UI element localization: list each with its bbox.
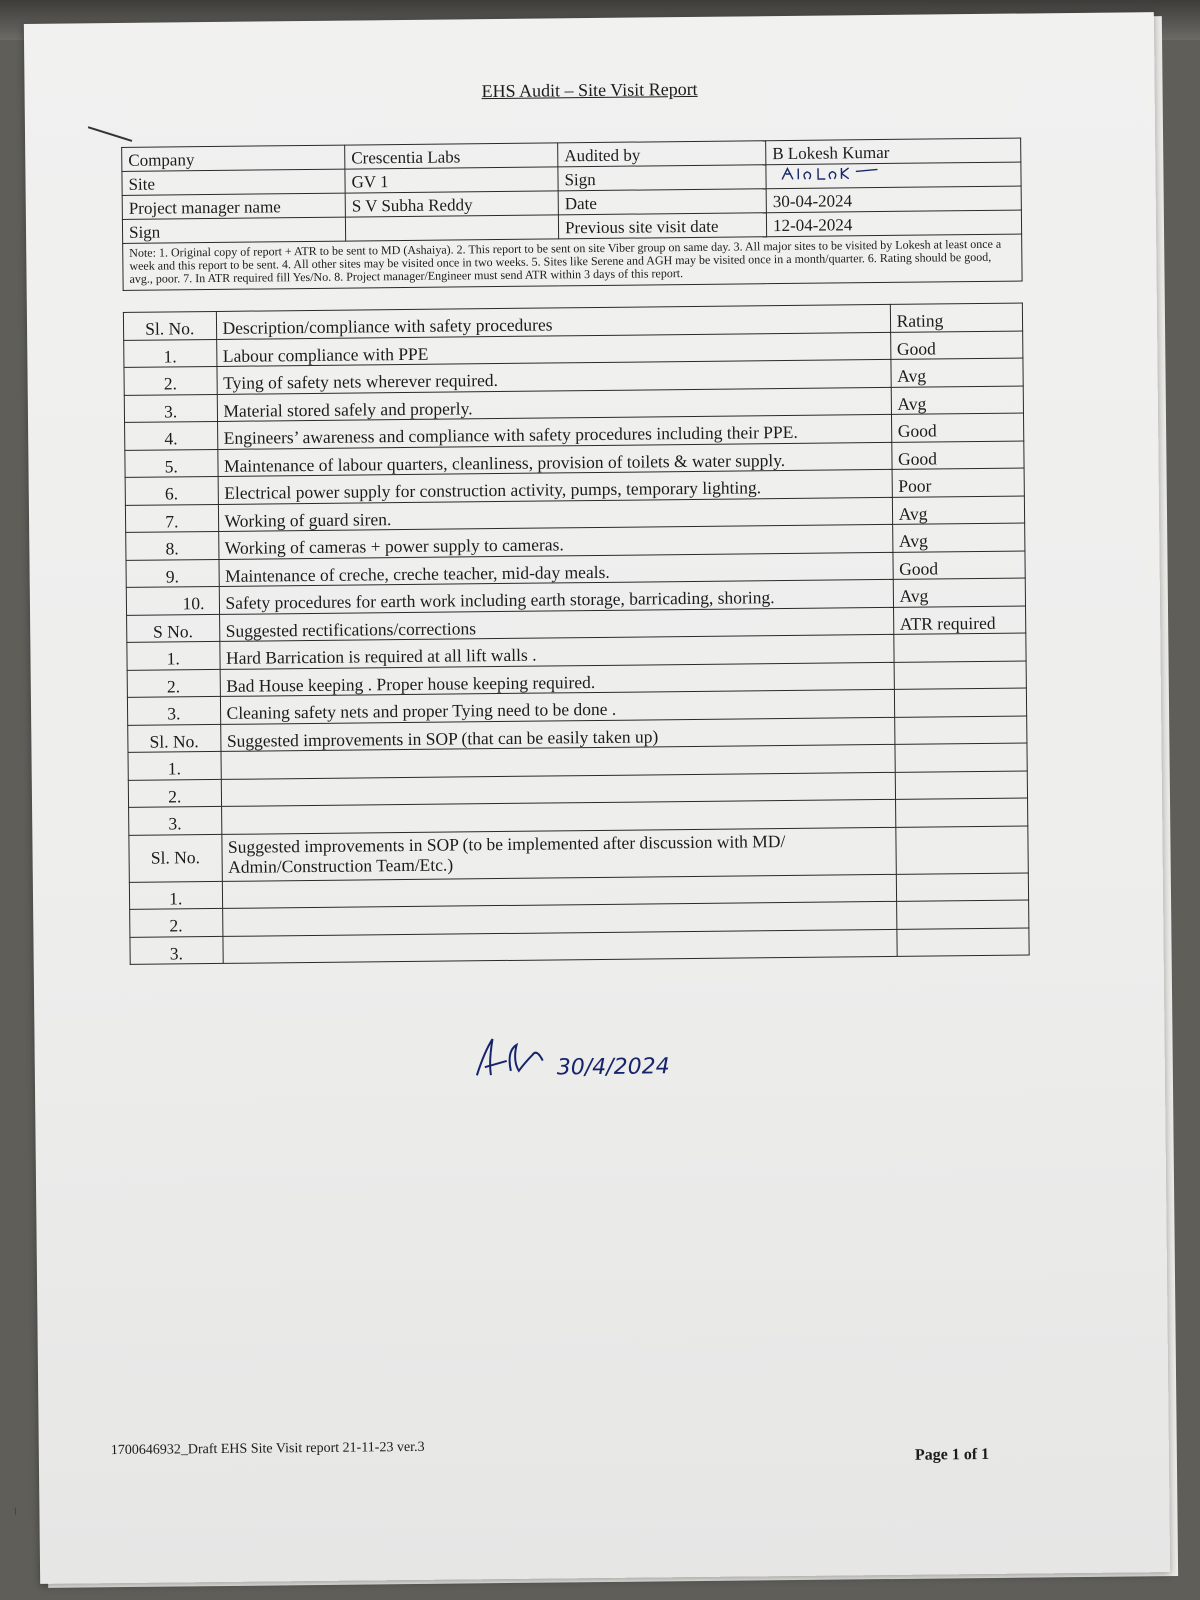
handwritten-signature: [466, 1029, 707, 1092]
date-value: 30-04-2024: [766, 186, 1021, 213]
row-number: 2.: [130, 908, 223, 936]
row-number: 1.: [127, 641, 220, 669]
compliance-col-no: Sl. No.: [123, 311, 216, 339]
site-value: GV 1: [345, 167, 558, 193]
instructions-note: Note: 1. Original copy of report + ATR to be sent to MD (Ashaiya). 2. This report to be sent on site Viber group on same day. 3. All major sites to be visited by Lokesh at least once a week and this report to be sent. 4. All other sites may be visited once in two weeks. 5. Sites like Serene and AGH may be visited once in a month/quarter. 6. Rating should be good, avg., poor. 7. In ATR required fill Yes/No. 8. Project manager/Engineer must send ATR within 3 days of this report.: [123, 234, 1022, 290]
row-extra: [895, 743, 1028, 772]
row-rating: Good: [890, 331, 1023, 360]
row-rating: Avg: [892, 496, 1025, 525]
header-table: [121, 138, 1022, 291]
auditor-sign-label: Sign: [558, 165, 766, 191]
row-atr: [894, 660, 1027, 689]
row-number: 3.: [124, 394, 217, 422]
row-description: Maintenance of labour quarters, cleanliness, provision of toilets & water supply.: [217, 442, 891, 477]
row-number: 1.: [129, 881, 222, 909]
row-description: Maintenance of creche, creche teacher, mid-day meals.: [218, 552, 892, 587]
prev-visit-label: Previous site visit date: [558, 213, 766, 239]
row-atr: [893, 633, 1026, 662]
handwritten-date: 30/4/2024: [556, 1054, 670, 1081]
row-number: 2.: [128, 779, 221, 807]
row-number: 10.: [126, 586, 219, 614]
row-number: 2.: [127, 669, 220, 697]
row-description: Tying of safety nets wherever required.: [216, 359, 890, 394]
row-extra: [895, 770, 1028, 799]
corner-mark: ꞁ: [14, 1505, 17, 1516]
row-extra: [896, 900, 1029, 929]
row-number: 5.: [125, 449, 218, 477]
footer-file-name: 1700646932_Draft EHS Site Visit report 21-11-23 ver.3: [110, 1439, 425, 1459]
compliance-col-rating: Rating: [890, 303, 1023, 332]
row-number: 1.: [128, 751, 221, 779]
sop-discussion-col-no: Sl. No.: [129, 834, 222, 882]
row-description: Engineers’ awareness and compliance with safety procedures including their PPE.: [217, 414, 891, 449]
row-number: 3.: [127, 696, 220, 724]
sop-easy-col-desc: Suggested improvements in SOP (that can be easily taken up): [220, 717, 894, 752]
company-value: Crescentia Labs: [345, 143, 558, 169]
site-label: Site: [122, 169, 345, 195]
row-rating: Avg: [892, 523, 1025, 552]
row-number: 4.: [125, 421, 218, 449]
pm-sign-label: Sign: [122, 217, 345, 243]
row-description: Electrical power supply for construction activity, pumps, temporary lighting.: [218, 469, 892, 504]
rectification-col-atr: ATR required: [893, 606, 1026, 635]
row-description: [222, 929, 896, 964]
row-extra: [896, 872, 1029, 901]
sop-discussion-col-extra: [895, 825, 1028, 873]
row-description: Working of guard siren.: [218, 497, 892, 532]
row-atr: [894, 688, 1027, 717]
row-rating: Good: [891, 441, 1024, 470]
row-description: Hard Barrication is required at all lift walls .: [219, 634, 893, 669]
row-description: Safety procedures for earth work including earth storage, barricading, shoring.: [219, 579, 893, 614]
auditor-signature-mark: [772, 164, 892, 183]
row-number: 7.: [125, 504, 218, 532]
row-number: 3.: [130, 936, 223, 964]
audited-by-value: B Lokesh Kumar: [766, 138, 1021, 165]
auditor-signature: [766, 162, 1021, 189]
compliance-col-desc: Description/compliance with safety procedures: [216, 304, 890, 339]
row-extra: [896, 927, 1029, 956]
row-description: Bad House keeping . Proper house keeping required.: [220, 662, 894, 697]
audit-table: [123, 303, 1030, 965]
row-number: 2.: [124, 366, 217, 394]
date-label: Date: [558, 189, 766, 215]
row-rating: Avg: [891, 386, 1024, 415]
row-description: Working of cameras + power supply to cameras.: [218, 524, 892, 559]
pen-mark: [88, 126, 132, 142]
row-number: 1.: [124, 339, 217, 367]
report-title: EHS Audit – Site Visit Report: [481, 78, 698, 102]
row-description: Labour compliance with PPE: [216, 332, 890, 367]
rectification-col-desc: Suggested rectifications/corrections: [219, 607, 893, 642]
pm-label: Project manager name: [122, 193, 345, 219]
sop-discussion-col-desc: Suggested improvements in SOP (to be implemented after discussion with MD/ Admin/Construction Team/Etc.): [221, 827, 896, 881]
sop-easy-col-extra: [894, 715, 1027, 744]
handwritten-signoff: [466, 1029, 707, 1092]
prev-visit-value: 12-04-2024: [766, 210, 1021, 237]
row-rating: Avg: [893, 578, 1026, 607]
row-description: Cleaning safety nets and proper Tying need to be done .: [220, 689, 894, 724]
report-page: [24, 12, 1170, 1584]
row-rating: Avg: [891, 358, 1024, 387]
row-number: 9.: [126, 559, 219, 587]
company-label: Company: [122, 145, 345, 171]
row-rating: Good: [893, 551, 1026, 580]
pm-value: S V Subha Reddy: [345, 191, 558, 217]
row-number: 3.: [129, 806, 222, 834]
row-rating: Good: [891, 413, 1024, 442]
audited-by-label: Audited by: [558, 141, 766, 167]
row-number: 6.: [125, 476, 218, 504]
pm-sign-value: [345, 215, 558, 241]
row-rating: Poor: [892, 468, 1025, 497]
sop-easy-col-no: Sl. No.: [128, 724, 221, 752]
row-extra: [895, 798, 1028, 827]
row-description: Material stored safely and properly.: [217, 387, 891, 422]
footer-page-number: Page 1 of 1: [914, 1445, 990, 1464]
rectification-col-no: S No.: [127, 614, 220, 642]
row-number: 8.: [126, 531, 219, 559]
